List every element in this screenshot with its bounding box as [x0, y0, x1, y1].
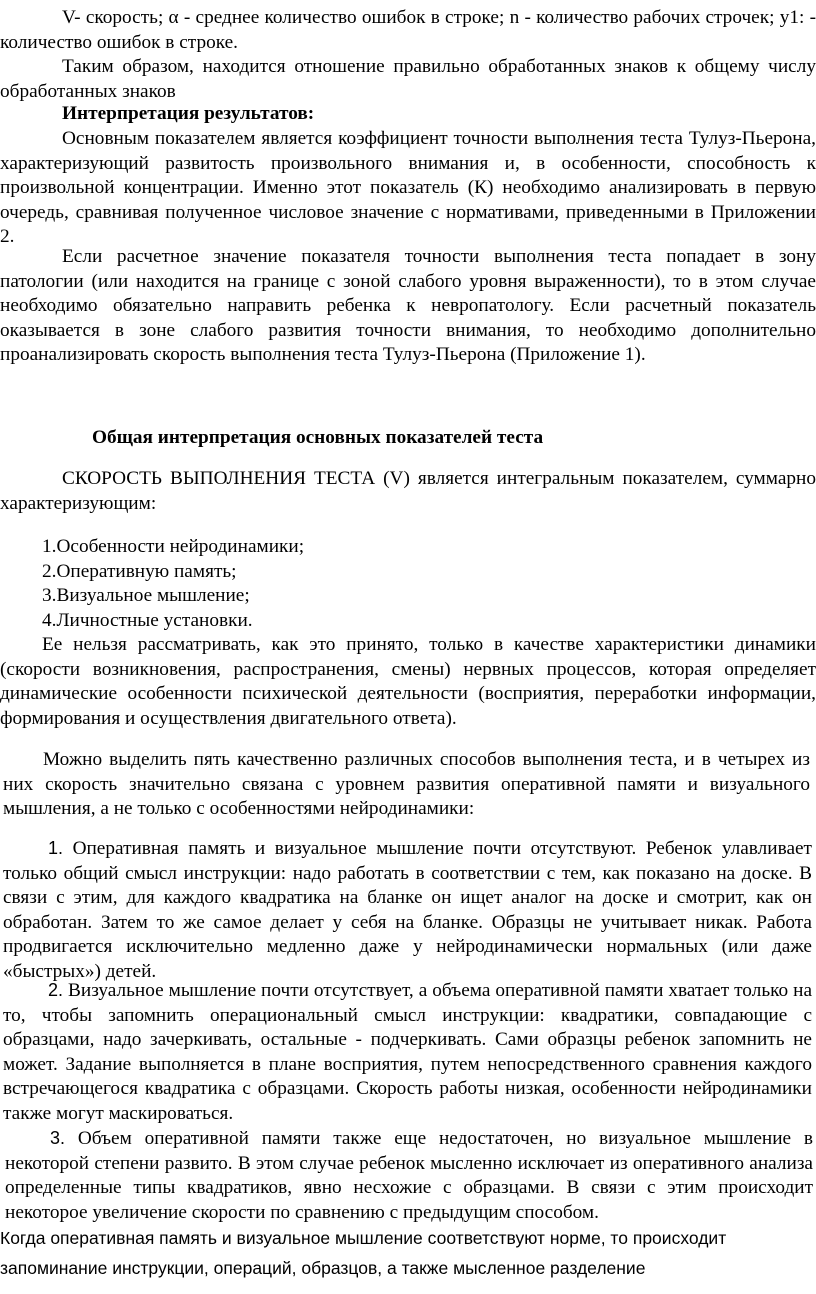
paragraph-pathology: Если расчетное значение показателя точности выполнения теста попадает в зону патологии (или находится на границе с зоной слабого уровня выраженности), то в этом случае необходимо обязательно направить ребенка к невропатологу. Если расчетный показатель оказывается в зоне слабого развития точности внимания, то необходимо дополнительно проанализировать скорость выполнения теста Тулуз-Пьерона (Приложение 1). — [0, 246, 816, 366]
paragraph-five-ways: Можно выделить пять качественно различных способов выполнения теста, и в четырех из них скорость значительно связана с уровнем развития оперативной памяти и визуального мышления, а не только с особенностями нейродинамики: — [3, 749, 810, 820]
list-item: 1.Особенности нейродинамики; — [42, 536, 305, 557]
paragraph-dynamics: Ее нельзя рассматривать, как это принято, только в качестве характеристики динамики (скорости возникновения, распространения, смены) нервных процессов, которая определяет динамические особенности психической деятельности (восприятия, переработки информации, формирования и осуществления двигательного ответа). — [0, 634, 816, 729]
section-title: Общая интерпретация основных показателей теста — [92, 427, 544, 448]
way-number: 2. — [48, 980, 64, 1000]
way-item-1 — [3, 836, 812, 985]
interpretation-heading: Интерпретация результатов: — [62, 103, 315, 124]
way-item-2 — [3, 978, 812, 1127]
paragraph-accuracy: Основным показателем является коэффициент точности выполнения теста Тулуз-Пьерона, характеризующий развитость произвольного внимания и, в особенности, способность к произвольной концентрации. Именно этот показатель (К) необходимо анализировать в первую очередь, сравнивая полученное числовое значение с нормативами, приведенными в Приложении 2. — [0, 128, 816, 248]
way-number: 1. — [48, 838, 64, 858]
paragraph-ratio: Таким образом, находится отношение правильно обработанных знаков к общему числу обработанных знаков — [0, 56, 816, 102]
way-text: Визуальное мышление почти отсутствует, а объема оперативной памяти хватает только на то, чтобы запомнить операциональный смысл инструкции: квадратики, совпадающие с образцами, надо зачеркивать, остальные - подчеркивать. Сами образцы ребенок запомнить не может. Задание выполняется в плане восприятия, путем непосредственного сравнения каждого встречающегося квадратика с образцами. Скорость работы низкая, особенности нейродинамики также могут маскироваться. — [3, 980, 813, 1124]
list-item: 3.Визуальное мышление; — [42, 585, 250, 607]
way-text: Объем оперативной памяти также еще недостаточен, но визуальное мышление в некоторой степени развито. В этом случае ребенок мысленно исключает из оперативного анализа определенные типы квадратиков, явно несхожие с образцами. В связи с этим происходит некоторое увеличение скорости по сравнению с предыдущим способом. — [5, 1128, 813, 1223]
way-number: 3. — [50, 1128, 66, 1148]
way-text: Оперативная память и визуальное мышление почти отсутствуют. Ребенок улавливает только общий смысл инструкции: надо работать в соответствии с тем, как показано на доске. В связи с этим, для каждого квадратика на бланке он ищет аналог на доске и смотрит, как он обработан. Затем то же самое делает у себя на бланке. Образцы не учитывает никак. Работа продвигается исключительно медленно даже у нейродинамически нормальных (или даже «быстрых») детей. — [3, 838, 812, 982]
paragraph-speed: СКОРОСТЬ ВЫПОЛНЕНИЯ ТЕСТА (V) является интегральным показателем, суммарно характеризующим: — [0, 468, 816, 514]
components-list — [42, 535, 304, 633]
way-item-3 — [5, 1126, 813, 1225]
list-item: 2.Оперативную память; — [42, 560, 237, 582]
paragraph-norm: Когда оперативная память и визуальное мышление соответствуют норме, то происходит запоминание инструкции, операций, образцов, а также мысленное разделение — [0, 1228, 727, 1278]
paragraph-variables-text: V- скорость; α - среднее количество ошибок в строке; n - количество рабочих строчек; y1: - количество ошибок в строке. — [0, 7, 816, 53]
list-item: 4.Личностные установки. — [42, 609, 253, 631]
paragraph-variables — [0, 6, 816, 55]
